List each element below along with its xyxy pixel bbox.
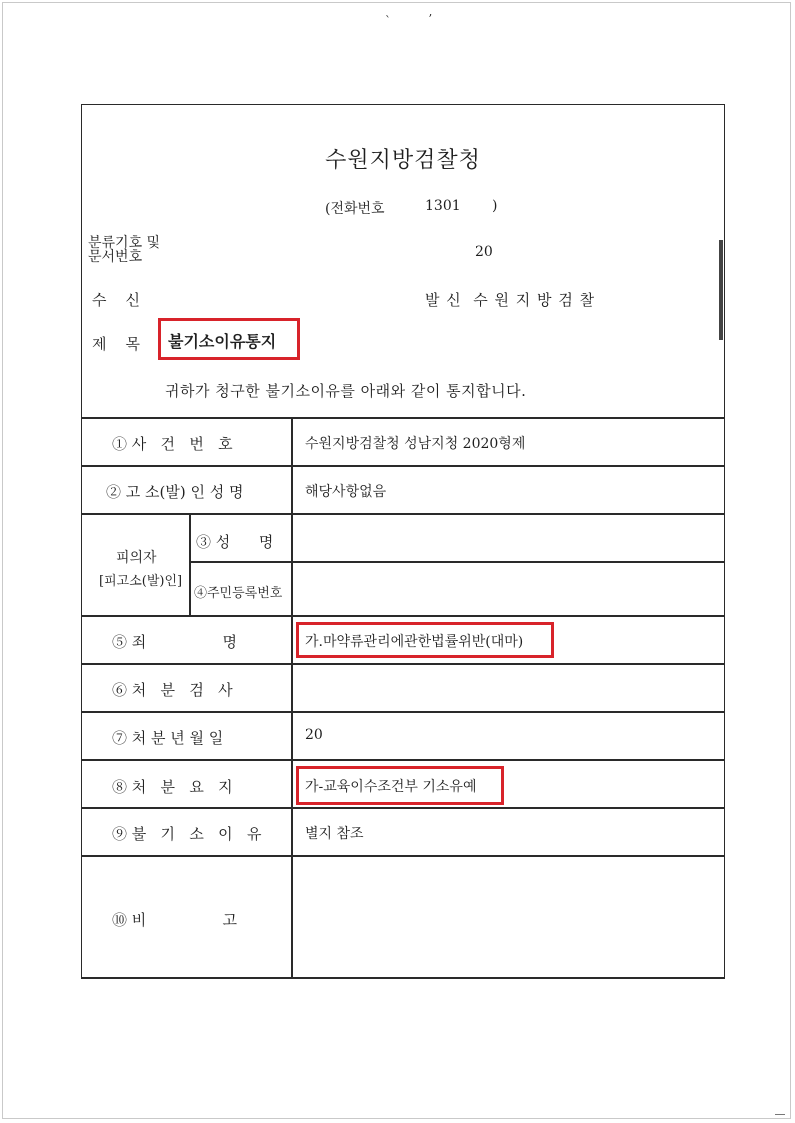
- table-line: [291, 417, 293, 978]
- row-label-complainant: ② 고 소(발) 인 성 명: [106, 483, 244, 501]
- scan-corner-mark: [775, 1106, 785, 1115]
- phone-suffix: ): [492, 198, 498, 214]
- doc-number-label-line1: 분류기호 및: [88, 235, 161, 251]
- agency-title: 수원지방검찰청: [325, 148, 481, 173]
- sender: 발 신 수 원 지 방 검 찰: [425, 291, 596, 309]
- row-value-reason: 별지 참조: [305, 826, 364, 842]
- suspect-id-label: ④주민등록번호: [194, 586, 283, 601]
- row-label-remarks: ⑩ 비 고: [112, 911, 238, 929]
- table-line: [189, 513, 191, 615]
- row-value-complainant: 해당사항없음: [305, 484, 387, 500]
- row-label-offense: ⑤ 죄 명: [112, 633, 238, 651]
- suspect-label-line2: [피고소(발)인]: [99, 574, 183, 589]
- row-label-disposition-date: ⑦ 처 분 년 월 일: [112, 729, 224, 747]
- table-line: [81, 615, 725, 617]
- table-line: [81, 663, 725, 665]
- subject-label: 제 목: [92, 335, 141, 353]
- table-line: [81, 417, 725, 419]
- row-label-disposition-summary: ⑧ 처 분 요 지: [112, 778, 233, 796]
- document-frame: [81, 104, 725, 979]
- table-line: [81, 977, 725, 979]
- row-value-case-number: 수원지방검찰청 성남지청 2020형제: [305, 436, 526, 452]
- table-line: [81, 513, 725, 515]
- date-value: 20: [475, 244, 493, 260]
- table-line: [81, 807, 725, 809]
- table-line: [81, 711, 725, 713]
- scan-speck: ʼ: [428, 12, 432, 26]
- table-line: [81, 465, 725, 467]
- row-label-case-number: ① 사 건 번 호: [112, 435, 233, 453]
- row-label-prosecutor: ⑥ 처 분 검 사: [112, 681, 233, 699]
- row-value-offense: 가.마약류관리에관한법률위반(대마): [305, 634, 524, 650]
- row-value-disposition-date: 20: [305, 727, 323, 743]
- table-line: [81, 855, 725, 857]
- suspect-name-label: ③ 성 명: [196, 533, 274, 551]
- scan-speck: ˋ: [385, 14, 391, 28]
- table-line: [81, 759, 725, 761]
- notice-text: 귀하가 청구한 불기소이유를 아래와 같이 통지합니다.: [165, 382, 527, 400]
- recipient-label: 수 신: [92, 291, 141, 309]
- doc-number-label-line2: 문서번호: [88, 249, 143, 265]
- row-value-disposition-summary: 가-교육이수조건부 기소유예: [305, 779, 477, 795]
- phone-prefix: (전화번호: [325, 201, 385, 217]
- phone-number: 1301: [425, 198, 461, 214]
- suspect-label-line1: 피의자: [116, 550, 157, 566]
- row-label-reason: ⑨ 불 기 소 이 유: [112, 825, 262, 843]
- subject-value: 불기소이유통지: [168, 332, 277, 351]
- table-line: [189, 561, 725, 563]
